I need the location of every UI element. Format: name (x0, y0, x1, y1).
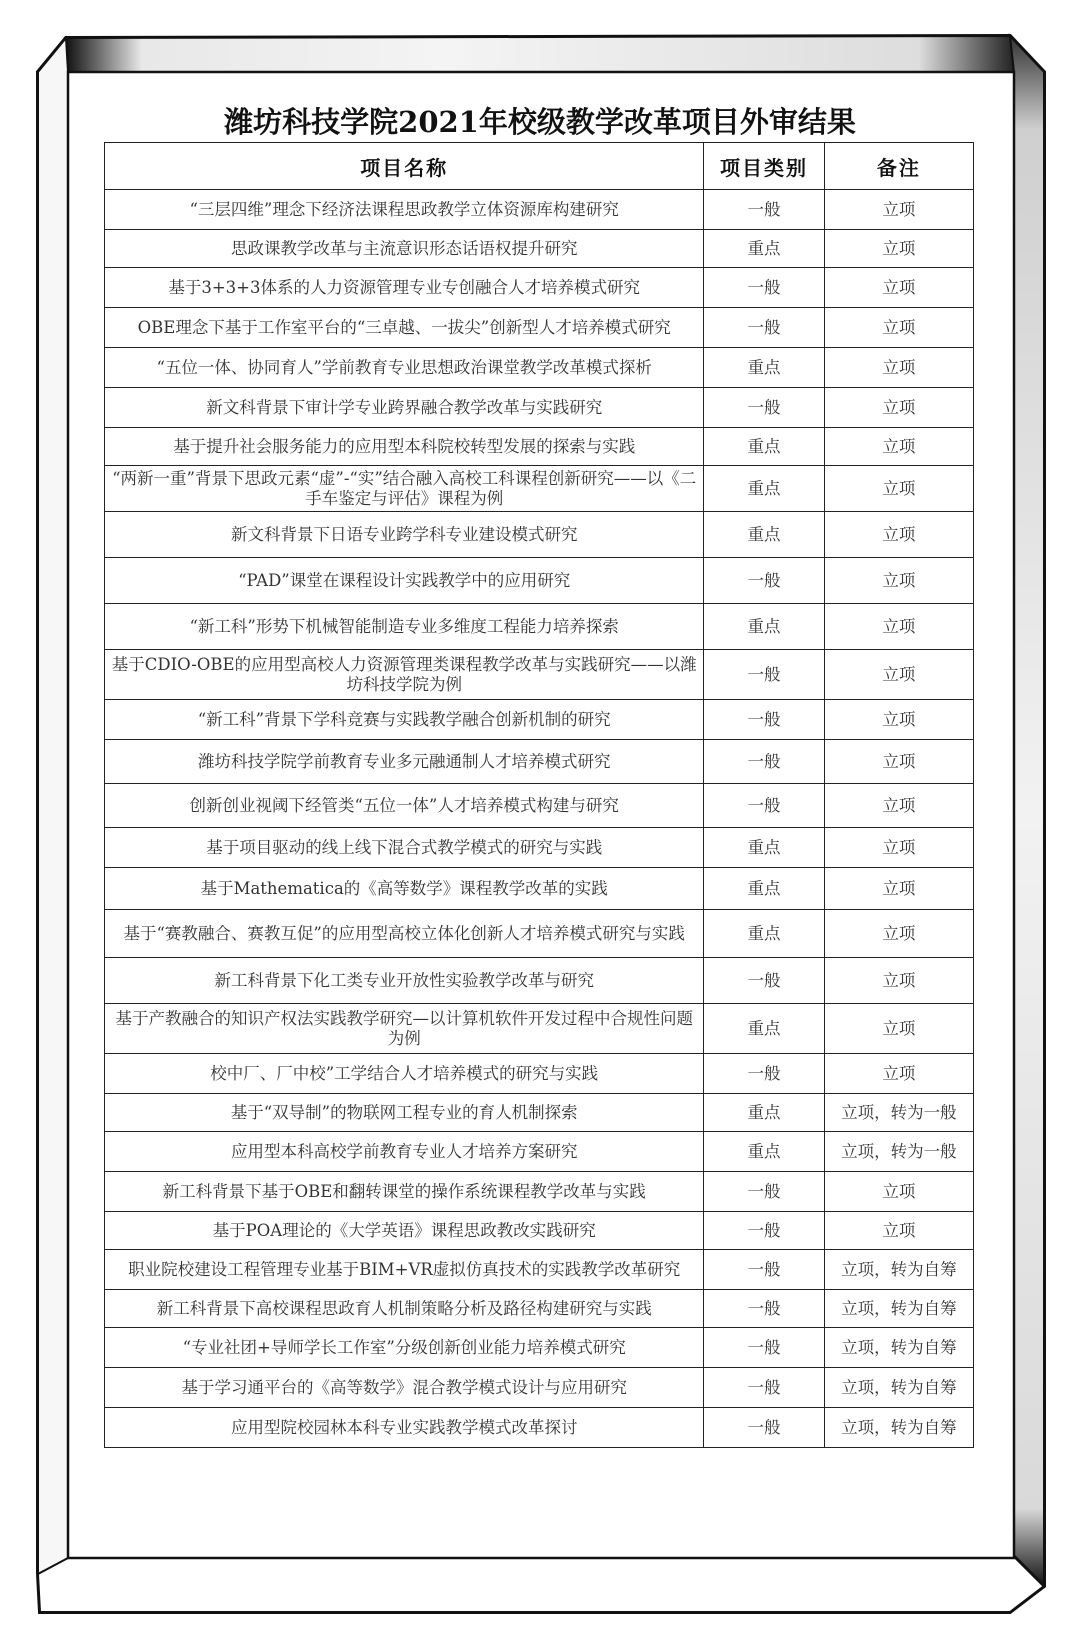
note-cell: 立项 (824, 604, 973, 650)
project-name-cell: 潍坊科技学院学前教育专业多元融通制人才培养模式研究 (105, 740, 704, 784)
project-name-cell: 应用型本科高校学前教育专业人才培养方案研究 (105, 1132, 704, 1172)
project-name-cell: “两新一重”背景下思政元素“虚”-“实”结合融入高校工科课程创新研究——以《二手车鉴定与评估》课程为例 (105, 466, 704, 512)
project-name-cell: “三层四维”理念下经济法课程思政教学立体资源库构建研究 (105, 190, 704, 230)
note-cell: 立项 (824, 740, 973, 784)
project-type-cell: 重点 (704, 428, 824, 466)
table-row (105, 700, 974, 740)
table-row (105, 958, 974, 1004)
note-cell: 立项 (824, 910, 973, 958)
note-cell: 立项，转为自筹 (824, 1368, 973, 1408)
project-name-cell: “五位一体、协同育人”学前教育专业思想政治课堂教学改革模式探析 (105, 348, 704, 388)
table-row (105, 558, 974, 604)
note-cell: 立项，转为自筹 (824, 1408, 973, 1448)
project-type-cell: 一般 (704, 650, 824, 700)
table-row (105, 1368, 974, 1408)
note-cell: 立项 (824, 1172, 973, 1212)
table-row (105, 1408, 974, 1448)
project-type-cell: 重点 (704, 910, 824, 958)
project-type-cell: 一般 (704, 268, 824, 308)
project-type-cell: 一般 (704, 1290, 824, 1328)
note-cell: 立项 (824, 190, 973, 230)
project-type-cell: 重点 (704, 1132, 824, 1172)
project-type-cell: 重点 (704, 348, 824, 388)
table-row (105, 1328, 974, 1368)
project-name-cell: 思政课教学改革与主流意识形态话语权提升研究 (105, 230, 704, 268)
project-type-cell: 一般 (704, 190, 824, 230)
project-name-cell: “新工科”形势下机械智能制造专业多维度工程能力培养探索 (105, 604, 704, 650)
project-name-cell: 新工科背景下化工类专业开放性实验教学改革与研究 (105, 958, 704, 1004)
note-cell: 立项 (824, 1054, 973, 1094)
project-name-cell: 基于学习通平台的《高等数学》混合教学模式设计与应用研究 (105, 1368, 704, 1408)
results-table (104, 142, 974, 1448)
note-cell: 立项 (824, 1004, 973, 1054)
project-name-cell: 基于CDIO-OBE的应用型高校人力资源管理类课程教学改革与实践研究——以潍坊科技学院为例 (105, 650, 704, 700)
table-header-row (105, 143, 974, 190)
note-cell: 立项 (824, 388, 973, 428)
note-cell: 立项 (824, 348, 973, 388)
project-type-cell: 一般 (704, 1368, 824, 1408)
table-row (105, 1004, 974, 1054)
table-row (105, 1132, 974, 1172)
project-type-cell: 一般 (704, 388, 824, 428)
project-name-cell: 基于Mathematica的《高等数学》课程教学改革的实践 (105, 868, 704, 910)
table-row (105, 348, 974, 388)
project-type-cell: 一般 (704, 1328, 824, 1368)
table-row (105, 388, 974, 428)
note-cell: 立项 (824, 700, 973, 740)
note-cell: 立项 (824, 466, 973, 512)
note-cell: 立项 (824, 428, 973, 466)
header-note: 备注 (824, 143, 973, 190)
table-row (105, 1290, 974, 1328)
note-cell: 立项，转为自筹 (824, 1290, 973, 1328)
project-type-cell: 重点 (704, 230, 824, 268)
table-row (105, 308, 974, 348)
project-type-cell: 一般 (704, 1212, 824, 1250)
project-type-cell: 一般 (704, 700, 824, 740)
table-row (105, 650, 974, 700)
table-row (105, 190, 974, 230)
project-name-cell: 基于“赛教融合、赛教互促”的应用型高校立体化创新人才培养模式研究与实践 (105, 910, 704, 958)
project-type-cell: 一般 (704, 558, 824, 604)
table-row (105, 910, 974, 958)
table-row (105, 784, 974, 828)
header-project-name: 项目名称 (105, 143, 704, 190)
note-cell: 立项，转为一般 (824, 1132, 973, 1172)
project-type-cell: 重点 (704, 828, 824, 868)
project-type-cell: 一般 (704, 1408, 824, 1448)
project-name-cell: 新工科背景下基于OBE和翻转课堂的操作系统课程教学改革与实践 (105, 1172, 704, 1212)
document-title: 潍坊科技学院2021年校级教学改革项目外审结果 (224, 105, 856, 139)
table-row (105, 828, 974, 868)
note-cell: 立项 (824, 650, 973, 700)
project-type-cell: 一般 (704, 1250, 824, 1290)
table-row (105, 1094, 974, 1132)
project-type-cell: 一般 (704, 308, 824, 348)
note-cell: 立项 (824, 268, 973, 308)
note-cell: 立项 (824, 230, 973, 268)
project-type-cell: 一般 (704, 1054, 824, 1094)
project-name-cell: 基于项目驱动的线上线下混合式教学模式的研究与实践 (105, 828, 704, 868)
project-type-cell: 一般 (704, 740, 824, 784)
project-name-cell: 基于“双导制”的物联网工程专业的育人机制探索 (105, 1094, 704, 1132)
note-cell: 立项 (824, 558, 973, 604)
project-name-cell: 基于提升社会服务能力的应用型本科院校转型发展的探索与实践 (105, 428, 704, 466)
note-cell: 立项 (824, 828, 973, 868)
project-type-cell: 重点 (704, 604, 824, 650)
project-name-cell: 新文科背景下审计学专业跨界融合教学改革与实践研究 (105, 388, 704, 428)
project-name-cell: “PAD”课堂在课程设计实践教学中的应用研究 (105, 558, 704, 604)
note-cell: 立项 (824, 958, 973, 1004)
note-cell: 立项 (824, 784, 973, 828)
note-cell: 立项 (824, 1212, 973, 1250)
table-row (105, 268, 974, 308)
table-row (105, 512, 974, 558)
table-row (105, 740, 974, 784)
project-name-cell: 创新创业视阈下经管类“五位一体”人才培养模式构建与研究 (105, 784, 704, 828)
project-name-cell: 基于产教融合的知识产权法实践教学研究—以计算机软件开发过程中合规性问题为例 (105, 1004, 704, 1054)
project-type-cell: 重点 (704, 1004, 824, 1054)
project-type-cell: 一般 (704, 1172, 824, 1212)
project-type-cell: 一般 (704, 958, 824, 1004)
note-cell: 立项 (824, 868, 973, 910)
project-name-cell: 校中厂、厂中校”工学结合人才培养模式的研究与实践 (105, 1054, 704, 1094)
project-name-cell: 基于POA理论的《大学英语》课程思政教改实践研究 (105, 1212, 704, 1250)
project-name-cell: 基于3+3+3体系的人力资源管理专业专创融合人才培养模式研究 (105, 268, 704, 308)
project-name-cell: 新文科背景下日语专业跨学科专业建设模式研究 (105, 512, 704, 558)
header-project-type: 项目类别 (704, 143, 824, 190)
project-name-cell: 新工科背景下高校课程思政育人机制策略分析及路径构建研究与实践 (105, 1290, 704, 1328)
table-row (105, 1054, 974, 1094)
note-cell: 立项，转为自筹 (824, 1250, 973, 1290)
note-cell: 立项，转为自筹 (824, 1328, 973, 1368)
project-type-cell: 重点 (704, 512, 824, 558)
project-type-cell: 一般 (704, 784, 824, 828)
table-row (105, 428, 974, 466)
table-row (105, 1172, 974, 1212)
project-name-cell: 职业院校建设工程管理专业基于BIM+VR虚拟仿真技术的实践教学改革研究 (105, 1250, 704, 1290)
project-type-cell: 重点 (704, 1094, 824, 1132)
table-row (105, 868, 974, 910)
project-name-cell: 应用型院校园林本科专业实践教学模式改革探讨 (105, 1408, 704, 1448)
note-cell: 立项 (824, 308, 973, 348)
table-row (105, 230, 974, 268)
table-row (105, 1212, 974, 1250)
note-cell: 立项 (824, 512, 973, 558)
project-name-cell: OBE理念下基于工作室平台的“三卓越、一拔尖”创新型人才培养模式研究 (105, 308, 704, 348)
project-name-cell: “新工科”背景下学科竞赛与实践教学融合创新机制的研究 (105, 700, 704, 740)
project-type-cell: 重点 (704, 868, 824, 910)
table-row (105, 1250, 974, 1290)
project-name-cell: “专业社团+导师学长工作室”分级创新创业能力培养模式研究 (105, 1328, 704, 1368)
table-row (105, 466, 974, 512)
project-type-cell: 重点 (704, 466, 824, 512)
note-cell: 立项，转为一般 (824, 1094, 973, 1132)
table-row (105, 604, 974, 650)
